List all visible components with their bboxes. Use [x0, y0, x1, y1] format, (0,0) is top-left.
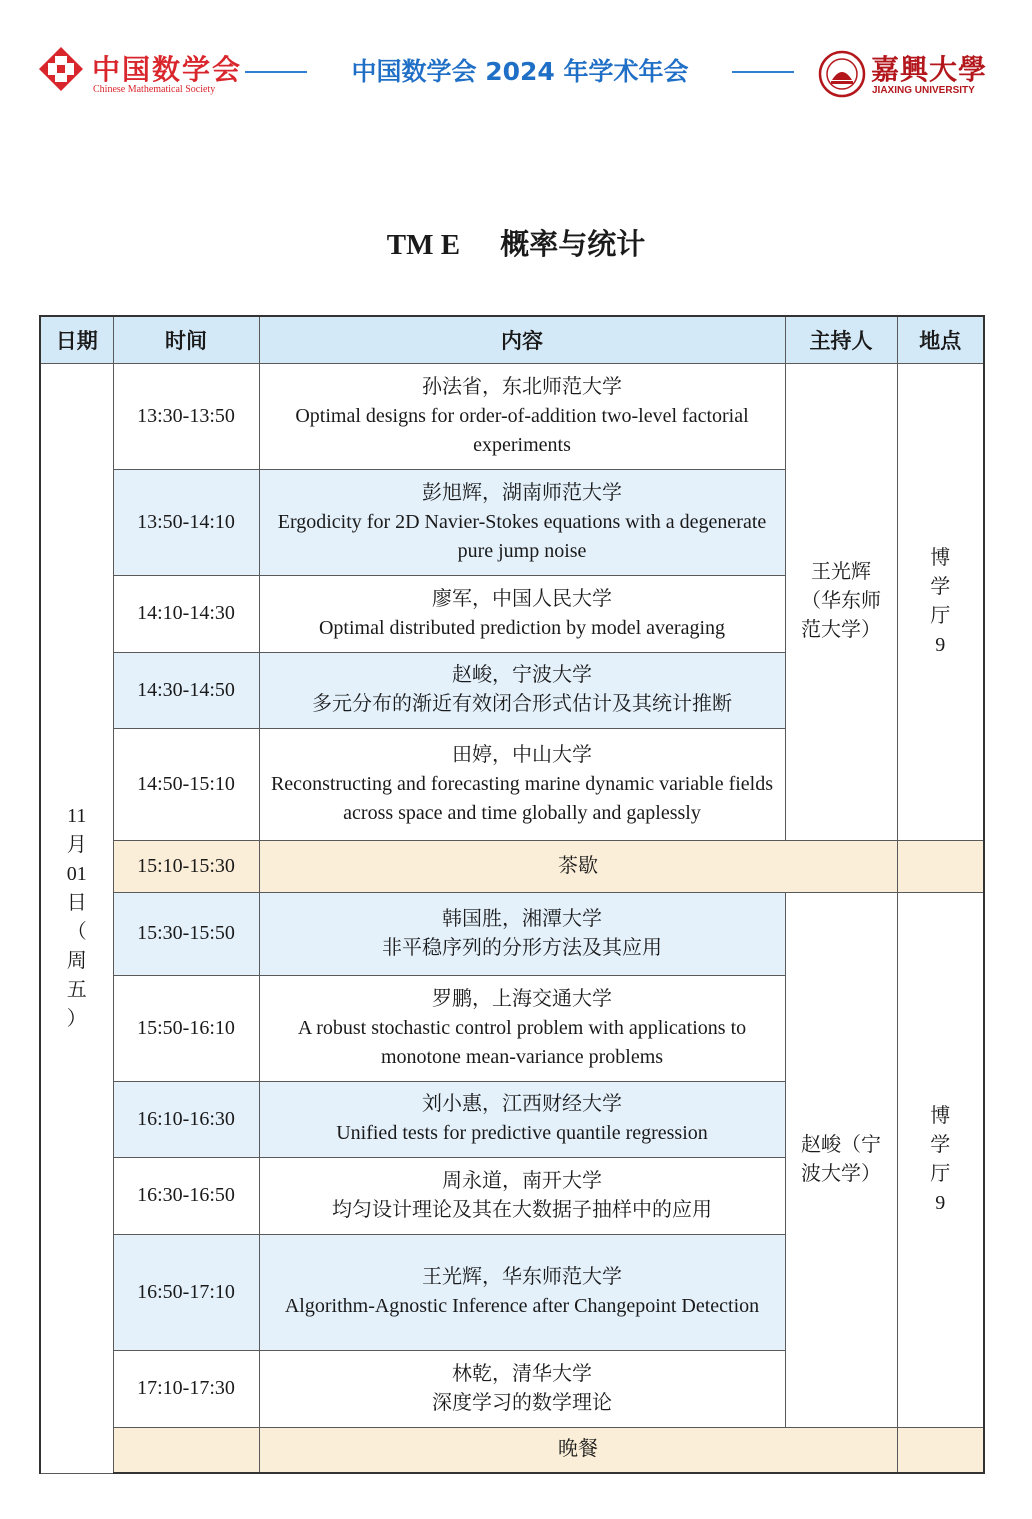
header-divider-right	[732, 71, 794, 73]
talk-cell	[259, 1157, 785, 1234]
break-venue-empty	[897, 840, 984, 892]
talk-speaker: 韩国胜，湘潭大学	[442, 907, 602, 930]
talk-cell	[259, 1081, 785, 1157]
venue-name: 博学厅9	[930, 1104, 951, 1214]
section-code: TM E	[386, 229, 461, 261]
talk-speaker: 孙法省，东北师范大学	[422, 375, 622, 398]
dinner-label: 晚餐	[259, 1427, 897, 1473]
talk-speaker: 周永道，南开大学	[442, 1169, 602, 1192]
time-cell: 16:10-16:30	[113, 1081, 259, 1157]
talk-speaker: 田婷，中山大学	[452, 743, 592, 766]
talk-title: Reconstructing and forecasting marine dynamic variable fields across space and time globally and gaplessly	[270, 772, 774, 824]
talk-title: Unified tests for predictive quantile regression	[336, 1122, 708, 1144]
time-cell: 15:50-16:10	[113, 975, 259, 1081]
section-name: 概率与统计	[500, 227, 646, 261]
time-cell: 14:30-14:50	[113, 652, 259, 728]
talk-speaker: 林乾，清华大学	[452, 1362, 592, 1385]
time-cell: 14:50-15:10	[113, 728, 259, 840]
venue-cell	[897, 892, 984, 1427]
talk-title: 深度学习的数学理论	[432, 1391, 612, 1414]
host-cell	[785, 892, 897, 1427]
cms-name: 中国数学会	[92, 53, 243, 86]
page-header	[0, 0, 1032, 110]
talk-title: A robust stochastic control problem with applications to monotone mean-variance problems	[297, 1016, 747, 1068]
talk-speaker: 彭旭辉，湖南师范大学	[422, 481, 622, 504]
university-seal-icon	[818, 50, 866, 98]
time-cell: 17:10-17:30	[113, 1350, 259, 1427]
talk-speaker: 王光辉，华东师范大学	[422, 1266, 622, 1288]
talk-title: Optimal designs for order-of-addition two-level factorial experiments	[295, 404, 749, 456]
talk-title: Optimal distributed prediction by model averaging	[318, 616, 725, 639]
host-name: 赵峻（宁波大学）	[801, 1133, 881, 1185]
header-venue: 地点	[897, 316, 984, 363]
talk-title: 多元分布的渐近有效闭合形式估计及其统计推断	[312, 693, 732, 715]
talk-cell	[259, 1350, 785, 1427]
talk-title: 非平稳序列的分形方法及其应用	[382, 936, 662, 959]
dinner-time-empty	[113, 1427, 259, 1473]
header-date: 日期	[40, 316, 113, 363]
header-content: 内容	[259, 316, 785, 363]
time-cell: 15:30-15:50	[113, 892, 259, 975]
date-cell	[40, 363, 113, 1473]
talk-speaker: 罗鹏，上海交通大学	[432, 987, 612, 1010]
conference-title: 中国数学会 2024 年学术年会	[351, 57, 689, 86]
header-host: 主持人	[785, 316, 897, 363]
talk-title: Ergodicity for 2D Navier-Stokes equations with a degenerate pure jump noise	[277, 510, 767, 562]
header-time: 时间	[113, 316, 259, 363]
break-time: 15:10-15:30	[113, 840, 259, 892]
talk-cell	[259, 892, 785, 975]
talk-speaker: 赵峻，宁波大学	[452, 664, 592, 686]
time-cell: 13:30-13:50	[113, 363, 259, 469]
talk-title: 均匀设计理论及其在大数据子抽样中的应用	[332, 1198, 712, 1221]
university-name: 嘉興大學	[871, 53, 988, 86]
university-name-en: JIAXING UNIVERSITY	[872, 85, 975, 96]
host-name: 王光辉（华东师范大学）	[801, 561, 881, 641]
break-row	[40, 840, 984, 892]
talk-speaker: 刘小惠，江西财经大学	[422, 1093, 622, 1115]
dinner-row	[40, 1427, 984, 1473]
talk-title: Algorithm-Agnostic Inference after Changepoint Detection	[284, 1295, 760, 1317]
venue-name: 博学厅9	[930, 546, 951, 656]
break-label: 茶歇	[259, 840, 897, 892]
talk-cell	[259, 575, 785, 652]
time-cell: 14:10-14:30	[113, 575, 259, 652]
talk-cell	[259, 975, 785, 1081]
cms-logo-icon	[38, 46, 84, 92]
time-cell: 16:30-16:50	[113, 1157, 259, 1234]
header-divider-left	[245, 71, 307, 73]
cms-name-en: Chinese Mathematical Society	[93, 84, 216, 95]
talk-cell	[259, 363, 785, 469]
talk-cell	[259, 652, 785, 728]
talk-cell	[259, 728, 785, 840]
talk-cell	[259, 469, 785, 575]
talk-speaker: 廖军，中国人民大学	[432, 587, 612, 610]
host-cell	[785, 363, 897, 840]
table-row	[40, 892, 984, 975]
schedule-table	[39, 315, 985, 1474]
dinner-venue-empty	[897, 1427, 984, 1473]
time-cell: 13:50-14:10	[113, 469, 259, 575]
date-text: 11月01日（周五）	[66, 805, 87, 1030]
venue-cell	[897, 363, 984, 840]
talk-cell	[259, 1234, 785, 1350]
section-title	[0, 222, 1032, 263]
time-cell: 16:50-17:10	[113, 1234, 259, 1350]
table-row	[40, 363, 984, 469]
table-header-row	[40, 316, 984, 363]
